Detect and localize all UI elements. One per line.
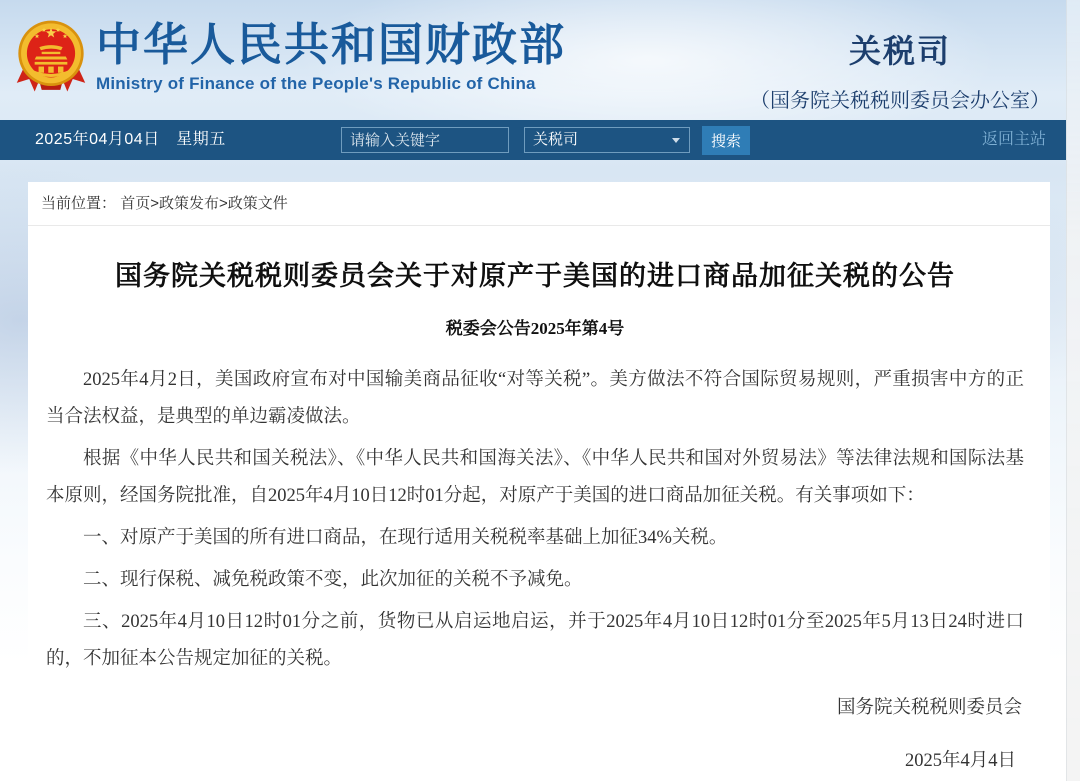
search-scope-value: 关税司	[533, 131, 579, 148]
breadcrumb-prefix: 当前位置：	[41, 195, 117, 212]
paragraph-intro: 2025年4月2日，美国政府宣布对中国输美商品征收“对等关税”。美方做法不符合国际贸易规则，严重损害中方的正当合法权益，是典型的单边霸凌做法。	[46, 370, 1024, 427]
department-block	[750, 26, 1050, 113]
search-button[interactable]: 搜索	[702, 126, 750, 155]
paragraph-item-2: 二、现行保税、减免税政策不变，此次加征的关税不予减免。	[83, 570, 583, 590]
signature-date: 2025年4月4日	[904, 751, 1016, 771]
navbar	[0, 120, 1066, 160]
breadcrumb	[28, 182, 1050, 226]
article-body	[46, 362, 1024, 780]
department-office-subtitle: （国务院关税税则委员会办公室）	[750, 90, 1050, 112]
back-to-main-link[interactable]: 返回主站	[981, 131, 1046, 148]
paragraph-item-1: 一、对原产于美国的所有进口商品，在现行适用关税税率基础上加征34%关税。	[83, 528, 728, 548]
ministry-name-en: Ministry of Finance of the People's Republic of China	[96, 74, 536, 93]
paragraph-legal-basis: 根据《中华人民共和国关税法》、《中华人民共和国海关法》、《中华人民共和国对外贸易法》等法律法规和国际法基本原则，经国务院批准，自2025年4月10日12时01分起，对原产于美国的进口商品加征关税。有关事项如下：	[46, 449, 1024, 506]
ministry-name-cn: 中华人民共和国财政部	[96, 19, 567, 70]
document-number: 税委会公告2025年第4号	[445, 319, 625, 338]
announcement-article	[28, 258, 1050, 781]
scrollbar[interactable]	[1066, 0, 1080, 781]
current-date-label: 2025年04月04日 星期五	[35, 131, 226, 148]
china-national-emblem-icon	[16, 18, 86, 98]
paragraph-item-3: 三、2025年4月10日12时01分之前，货物已从启运地启运，并于2025年4月10日12时01分至2025年5月13日24时进口的，不加征本公告规定加征的关税。	[46, 612, 1024, 669]
signature: 国务院关税税则委员会	[836, 698, 1022, 718]
breadcrumb-path[interactable]: 首页>政策发布>政策文件	[120, 195, 288, 212]
search-scope-select[interactable]	[524, 127, 690, 153]
site-header	[0, 0, 1066, 120]
ministry-name-block	[96, 18, 566, 94]
department-title: 关税司	[848, 33, 951, 69]
ministry-home-link[interactable]	[16, 18, 566, 98]
search-input[interactable]	[341, 127, 509, 153]
chevron-down-icon	[672, 138, 680, 143]
article-title: 国务院关税税则委员会关于对原产于美国的进口商品加征关税的公告	[115, 261, 955, 291]
content-panel	[28, 182, 1050, 781]
